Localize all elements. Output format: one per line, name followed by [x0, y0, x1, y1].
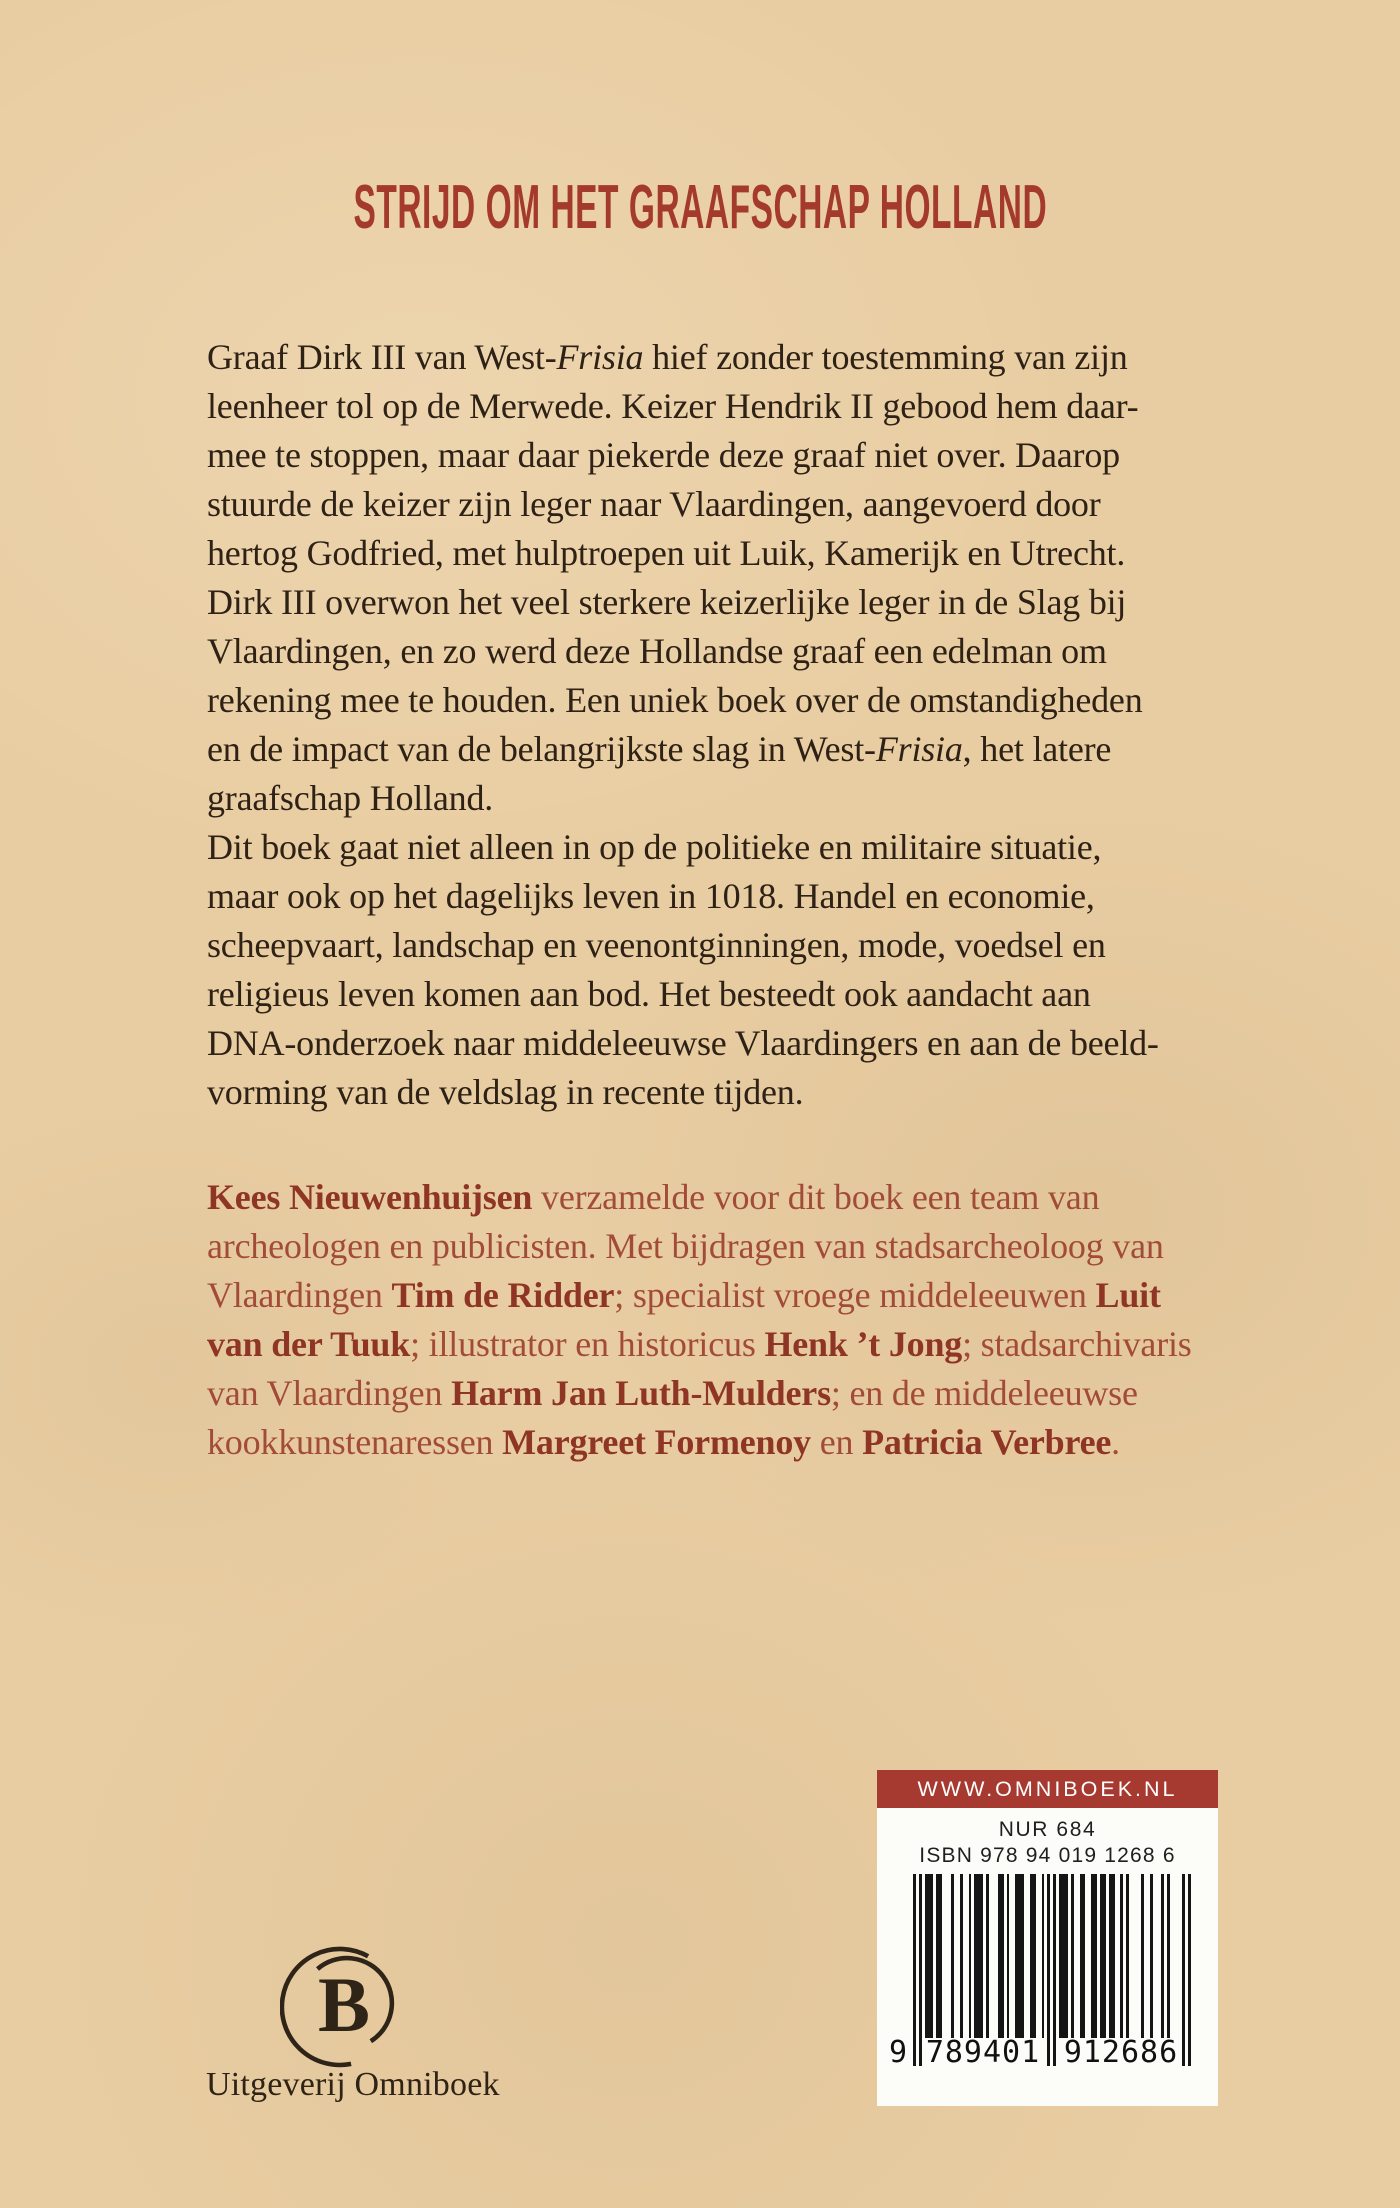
isbn-number: ISBN 978 94 019 1268 6 — [919, 1844, 1176, 1867]
cover-title — [0, 173, 1400, 242]
logo-letter: B — [317, 1961, 371, 2048]
synopsis-text — [207, 333, 1159, 1117]
cover-title-text: STRIJD OM HET GRAAFSCHAP HOLLAND — [353, 173, 1047, 242]
text-line: mee te stoppen, maar daar piekerde deze graaf niet over. Daarop — [207, 435, 1120, 475]
text-line: hertog Godfried, met hulptroepen uit Luik, Kamerijk en Utrecht. — [207, 533, 1126, 573]
website-url: WWW.OMNIBOEK.NL — [917, 1776, 1178, 1801]
text-line: rekening mee te houden. Een uniek boek over de omstandigheden — [207, 680, 1143, 720]
text-line: en de impact van de belangrijkste slag in West-Frisia, het latere — [207, 729, 1112, 769]
text-line: graafschap Holland. — [207, 778, 494, 818]
text-line: religieus leven komen aan bod. Het besteedt ook aandacht aan — [207, 974, 1091, 1014]
publisher-name: Uitgeverij Omniboek — [206, 2066, 500, 2103]
text-line: scheepvaart, landschap en veenontginningen, mode, voedsel en — [207, 925, 1106, 965]
barcode — [889, 1874, 1192, 2072]
nur-code: NUR 684 — [998, 1818, 1097, 1841]
text-line: maar ook op het dagelijks leven in 1018. Handel en economie, — [207, 876, 1095, 916]
text-line: leenheer tol op de Merwede. Keizer Hendrik II gebood hem daar- — [207, 386, 1139, 426]
authors-note — [207, 1173, 1192, 1467]
text-line: vorming van de veldslag in recente tijden. — [207, 1072, 804, 1112]
text-line: archeologen en publicisten. Met bijdragen van stadsarcheoloog van — [207, 1226, 1164, 1266]
text-line: Vlaardingen, en zo werd deze Hollandse graaf een edelman om — [207, 631, 1107, 671]
barcode-digits-right-group: 912686 — [1063, 2035, 1179, 2070]
website-banner — [877, 1770, 1218, 1808]
b-monogram-icon — [282, 1949, 392, 2065]
text-line: van der Tuuk; illustrator en historicus Henk ’t Jong; stadsarchivaris — [207, 1324, 1192, 1364]
text-line: Kees Nieuwenhuijsen verzamelde voor dit boek een team van — [207, 1177, 1100, 1217]
text-line: Dirk III overwon het veel sterkere keizerlijke leger in de Slag bij — [207, 582, 1127, 622]
publisher-logo — [280, 1941, 404, 2071]
barcode-digit-first: 9 — [889, 2035, 908, 2070]
text-line: van Vlaardingen Harm Jan Luth-Mulders; en de middeleeuwse — [207, 1373, 1138, 1413]
text-line: Graaf Dirk III van West-Frisia hief zonder toestemming van zijn — [207, 337, 1128, 377]
text-line: Vlaardingen Tim de Ridder; specialist vroege middeleeuwen Luit — [207, 1275, 1161, 1315]
text-line: stuurde de keizer zijn leger naar Vlaardingen, aangevoerd door — [207, 484, 1101, 524]
barcode-digits — [889, 2035, 1192, 2070]
text-line: Dit boek gaat niet alleen in op de politieke en militaire situatie, — [207, 827, 1102, 867]
isbn-box — [877, 1808, 1218, 2106]
text-line: DNA-onderzoek naar middeleeuwse Vlaardingers en aan de beeld- — [207, 1023, 1159, 1063]
text-line: kookkunstenaressen Margreet Formenoy en Patricia Verbree. — [207, 1422, 1120, 1462]
barcode-digits-left-group: 789401 — [925, 2035, 1041, 2070]
